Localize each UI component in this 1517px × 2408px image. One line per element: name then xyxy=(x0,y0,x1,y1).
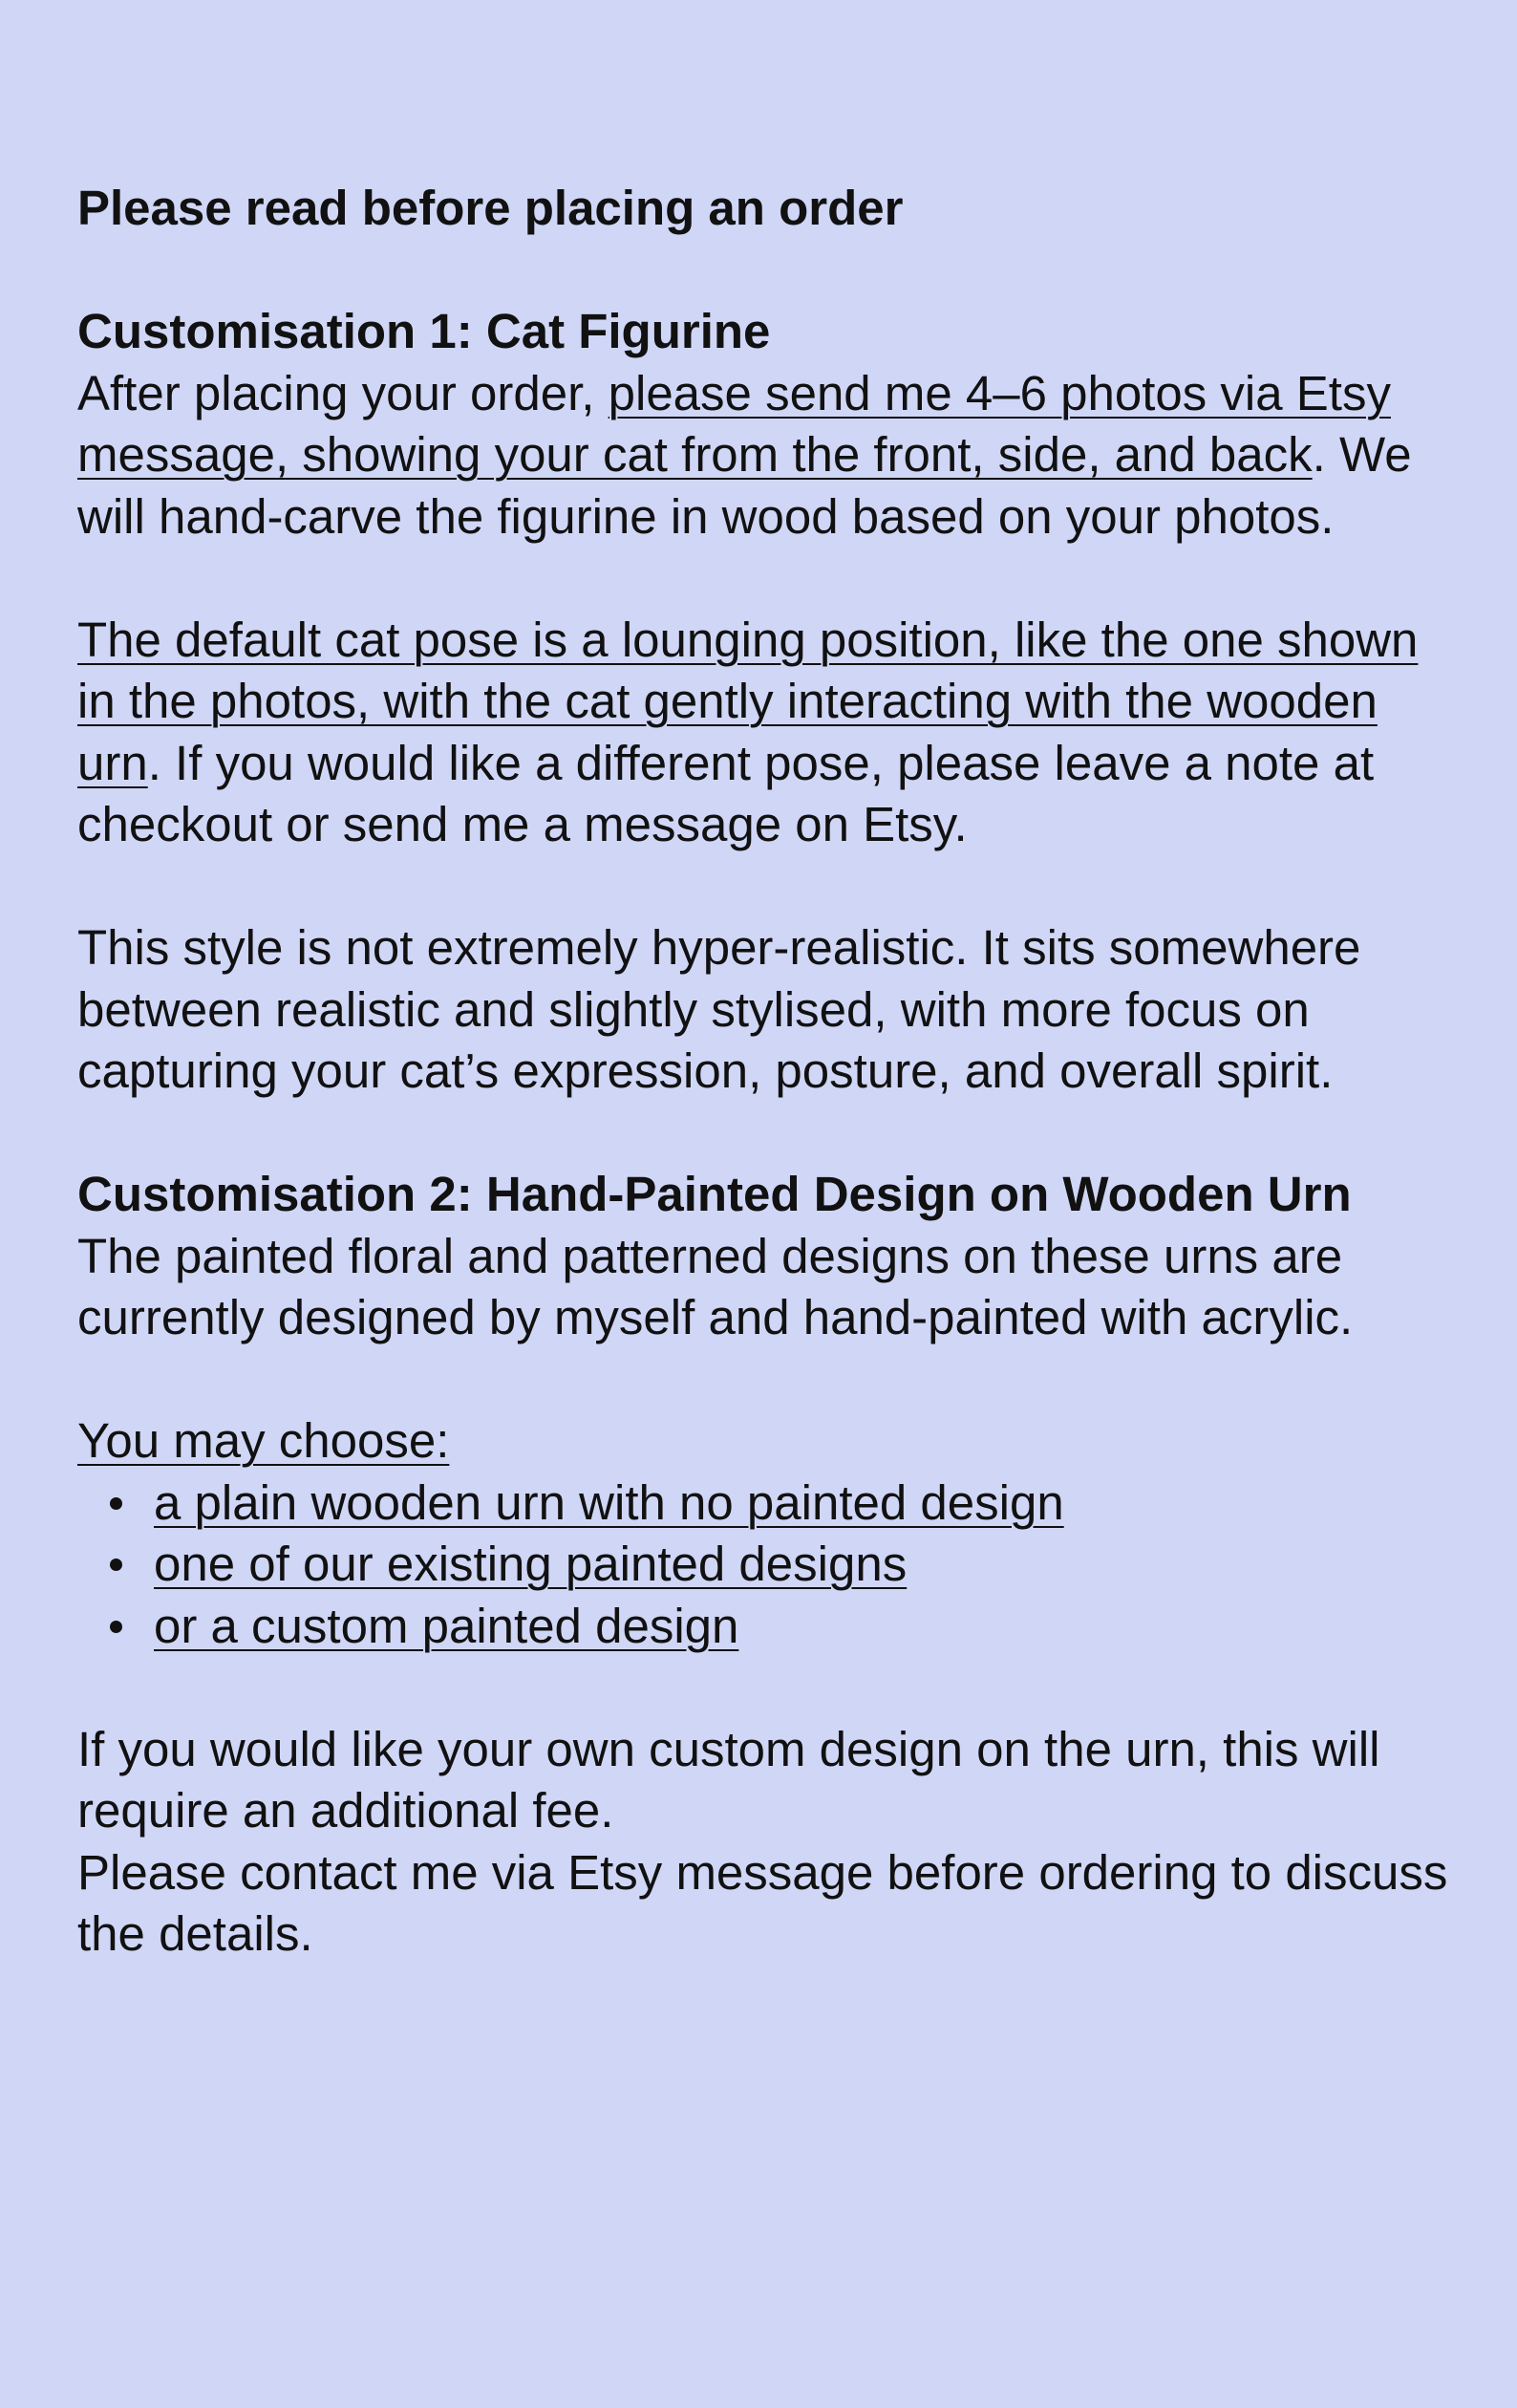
urn-options-list xyxy=(77,1473,1453,1658)
choose-label-line xyxy=(77,1410,1453,1473)
order-instructions xyxy=(77,178,1453,1966)
contact-note: Please contact me via Etsy message before ordering to discuss the details. xyxy=(77,1844,1448,1961)
bullet-icon xyxy=(110,1559,122,1571)
section-1-paragraph-photos xyxy=(77,363,1453,548)
section-2-title: Customisation 2: Hand-Painted Design on Wooden Urn xyxy=(77,1167,1352,1221)
photos-request-text: please send me 4–6 photos via Etsy message, showing your cat from the front, side, and back xyxy=(77,365,1391,482)
photos-intro-text: After placing your order, xyxy=(77,365,609,420)
spacer xyxy=(77,1349,1453,1411)
photos-outro-text: . We will hand-carve the figurine in wood based on your photos. xyxy=(77,427,1412,544)
spacer xyxy=(77,856,1453,918)
spacer xyxy=(77,1103,1453,1165)
section-1-title: Customisation 1: Cat Figurine xyxy=(77,304,771,358)
choose-label: You may choose: xyxy=(77,1413,450,1468)
bullet-icon xyxy=(110,1621,122,1633)
option-existing-design: one of our existing painted designs xyxy=(154,1537,908,1591)
pose-note-text: . If you would like a different pose, please leave a note at checkout or send me a message on Etsy. xyxy=(77,735,1375,851)
list-item xyxy=(77,1596,1453,1658)
section-1-paragraph-pose xyxy=(77,610,1453,856)
list-item xyxy=(77,1473,1453,1535)
spacer xyxy=(77,1657,1453,1719)
default-pose-text: The default cat pose is a lounging position, like the one shown in the photos, with the cat gently interacting with the wooden urn xyxy=(77,612,1419,790)
option-custom-design: or a custom painted design xyxy=(154,1598,739,1653)
option-plain-urn: a plain wooden urn with no painted design xyxy=(154,1474,1064,1530)
list-item xyxy=(77,1534,1453,1596)
page-title: Please read before placing an order xyxy=(77,181,904,235)
section-1-paragraph-style: This style is not extremely hyper-realistic. It sits somewhere between realistic and slightly stylised, with more focus on capturing your cat’s expression, posture, and overall spirit. xyxy=(77,920,1361,1098)
custom-fee-note: If you would like your own custom design on the urn, this will require an additional fee. xyxy=(77,1721,1380,1838)
spacer xyxy=(77,240,1453,302)
section-2-paragraph-designs: The painted floral and patterned designs on these urns are currently designed by myself and hand-painted with acrylic. xyxy=(77,1228,1354,1344)
spacer xyxy=(77,548,1453,610)
bullet-icon xyxy=(110,1497,122,1510)
